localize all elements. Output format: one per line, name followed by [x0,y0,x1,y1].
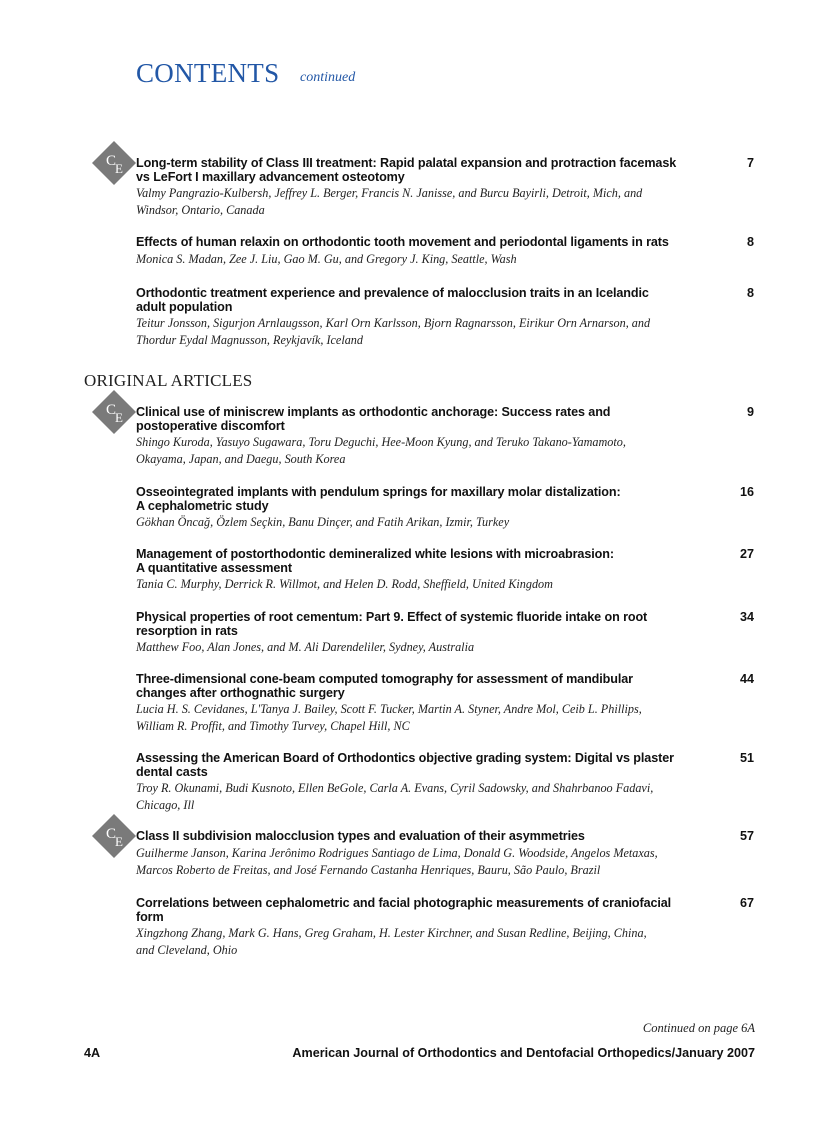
page-number: 9 [746,405,754,419]
toc-entry[interactable] [136,897,756,959]
ce-letter-e: E [115,161,123,176]
article-title[interactable]: dental casts [136,764,208,779]
article-title[interactable]: changes after orthognathic surgery [136,685,345,700]
ce-credit-icon [91,140,137,186]
page-number: 34 [739,610,754,624]
article-authors: Thordur Eydal Magnusson, Reykjavík, Iceland [136,333,363,347]
article-title[interactable]: A cephalometric study [136,498,269,513]
page-title: CONTENTS [136,58,280,88]
article-title[interactable]: Orthodontic treatment experience and prevalence of malocclusion traits in an Icelandic [136,286,649,300]
article-authors: Shingo Kuroda, Yasuyo Sugawara, Toru Deguchi, Hee-Moon Kyung, and Teruko Takano-Yamamoto, [136,435,626,449]
toc-entry[interactable] [136,611,756,656]
article-authors: Xingzhong Zhang, Mark G. Hans, Greg Graham, H. Lester Kirchner, and Susan Redline, Beijing, China, [136,926,647,940]
toc-entry[interactable] [136,157,756,219]
article-title[interactable]: Three-dimensional cone-beam computed tomography for assessment of mandibular [136,672,633,686]
article-title[interactable]: form [136,909,164,924]
page-number: 51 [739,751,754,765]
toc-entry[interactable] [136,486,756,531]
article-title[interactable]: Clinical use of miniscrew implants as orthodontic anchorage: Success rates and [136,405,611,419]
ce-letter-e: E [115,834,123,849]
article-title[interactable]: vs LeFort I maxillary advancement osteotomy [136,169,405,184]
article-authors: Troy R. Okunami, Budi Kusnoto, Ellen BeGole, Carla A. Evans, Cyril Sadowsky, and Shahrbanoo Fadavi, [136,781,654,795]
ce-credit-icon [91,389,137,435]
article-title[interactable]: resorption in rats [136,623,238,638]
article-title[interactable]: Physical properties of root cementum: Part 9. Effect of systemic fluoride intake on root [136,610,648,624]
article-authors: Windsor, Ontario, Canada [136,203,265,217]
article-title[interactable]: A quantitative assessment [136,560,292,575]
ce-credit-icon [91,813,137,859]
page-number: 16 [739,485,754,499]
article-title[interactable]: Assessing the American Board of Orthodontics objective grading system: Digital vs plaster [136,751,674,765]
article-authors: Matthew Foo, Alan Jones, and M. Ali Darendeliler, Sydney, Australia [136,640,475,654]
article-title[interactable]: adult population [136,299,233,314]
page-number: 57 [739,829,754,843]
article-title[interactable]: Management of postorthodontic demineralized white lesions with microabrasion: [136,547,614,561]
article-authors: Teitur Jonsson, Sigurjon Arnlaugsson, Karl Orn Karlsson, Bjorn Ragnarsson, Eirikur Orn Arnarson, and [136,316,651,330]
toc-entry[interactable] [136,830,756,879]
ce-letter-c: C [106,153,117,169]
toc-entry[interactable] [136,287,756,349]
article-authors: Marcos Roberto de Freitas, and José Fernando Castanha Henriques, Bauru, São Paulo, Brazil [136,862,601,877]
article-authors: Guilherme Janson, Karina Jerônimo Rodrigues Santiago de Lima, Donald G. Woodside, Angelos Metaxas, [136,845,658,860]
ce-letter-c: C [106,402,117,418]
article-title[interactable]: Correlations between cephalometric and facial photographic measurements of craniofacial [136,896,672,910]
toc-entry[interactable] [136,752,756,814]
ce-letter-e: E [115,410,123,425]
page-number: 44 [739,672,754,686]
page-folio: 4A [84,1046,101,1060]
article-title[interactable]: Long-term stability of Class III treatment: Rapid palatal expansion and protraction facemask [136,156,677,170]
page-subtitle: continued [300,70,356,85]
article-authors: Tania C. Murphy, Derrick R. Willmot, and Helen D. Rodd, Sheffield, United Kingdom [136,577,553,591]
page-number: 8 [746,235,754,249]
article-title[interactable]: Osseointegrated implants with pendulum springs for maxillary molar distalization: [136,485,621,499]
article-authors: and Cleveland, Ohio [136,943,238,957]
page-number: 7 [746,156,754,170]
ce-letter-c: C [106,826,117,842]
page-number: 8 [746,286,754,300]
article-title[interactable]: Class II subdivision malocclusion types and evaluation of their asymmetries [136,829,585,843]
article-authors: Gökhan Öncağ, Özlem Seçkin, Banu Dinçer, and Fatih Arikan, Izmir, Turkey [136,515,510,529]
article-title[interactable]: postoperative discomfort [136,418,285,433]
toc-entry[interactable] [136,236,756,268]
journal-footer: American Journal of Orthodontics and Dentofacial Orthopedics/January 2007 [292,1046,755,1060]
page-number: 27 [739,547,754,561]
article-title[interactable]: Effects of human relaxin on orthodontic tooth movement and periodontal ligaments in rats [136,235,669,249]
toc-entry[interactable] [136,673,756,735]
article-authors: Okayama, Japan, and Daegu, South Korea [136,452,346,466]
toc-entry[interactable] [136,548,756,593]
section-heading-original-articles: ORIGINAL ARTICLES [84,371,253,390]
article-authors: Chicago, Ill [136,798,195,812]
article-authors: Lucia H. S. Cevidanes, L'Tanya J. Bailey, Scott F. Tucker, Martin A. Styner, Andre Mol, Ceib L. Phillips, [136,702,642,716]
continued-note: Continued on page 6A [642,1021,755,1035]
article-authors: William R. Proffit, and Timothy Turvey, Chapel Hill, NC [136,719,410,733]
article-authors: Valmy Pangrazio-Kulbersh, Jeffrey L. Berger, Francis N. Janisse, and Burcu Bayirli, Detroit, Mich, and [136,186,643,200]
page-number: 67 [739,896,754,910]
toc-entry[interactable] [136,406,756,468]
article-authors: Monica S. Madan, Zee J. Liu, Gao M. Gu, and Gregory J. King, Seattle, Wash [136,251,517,266]
